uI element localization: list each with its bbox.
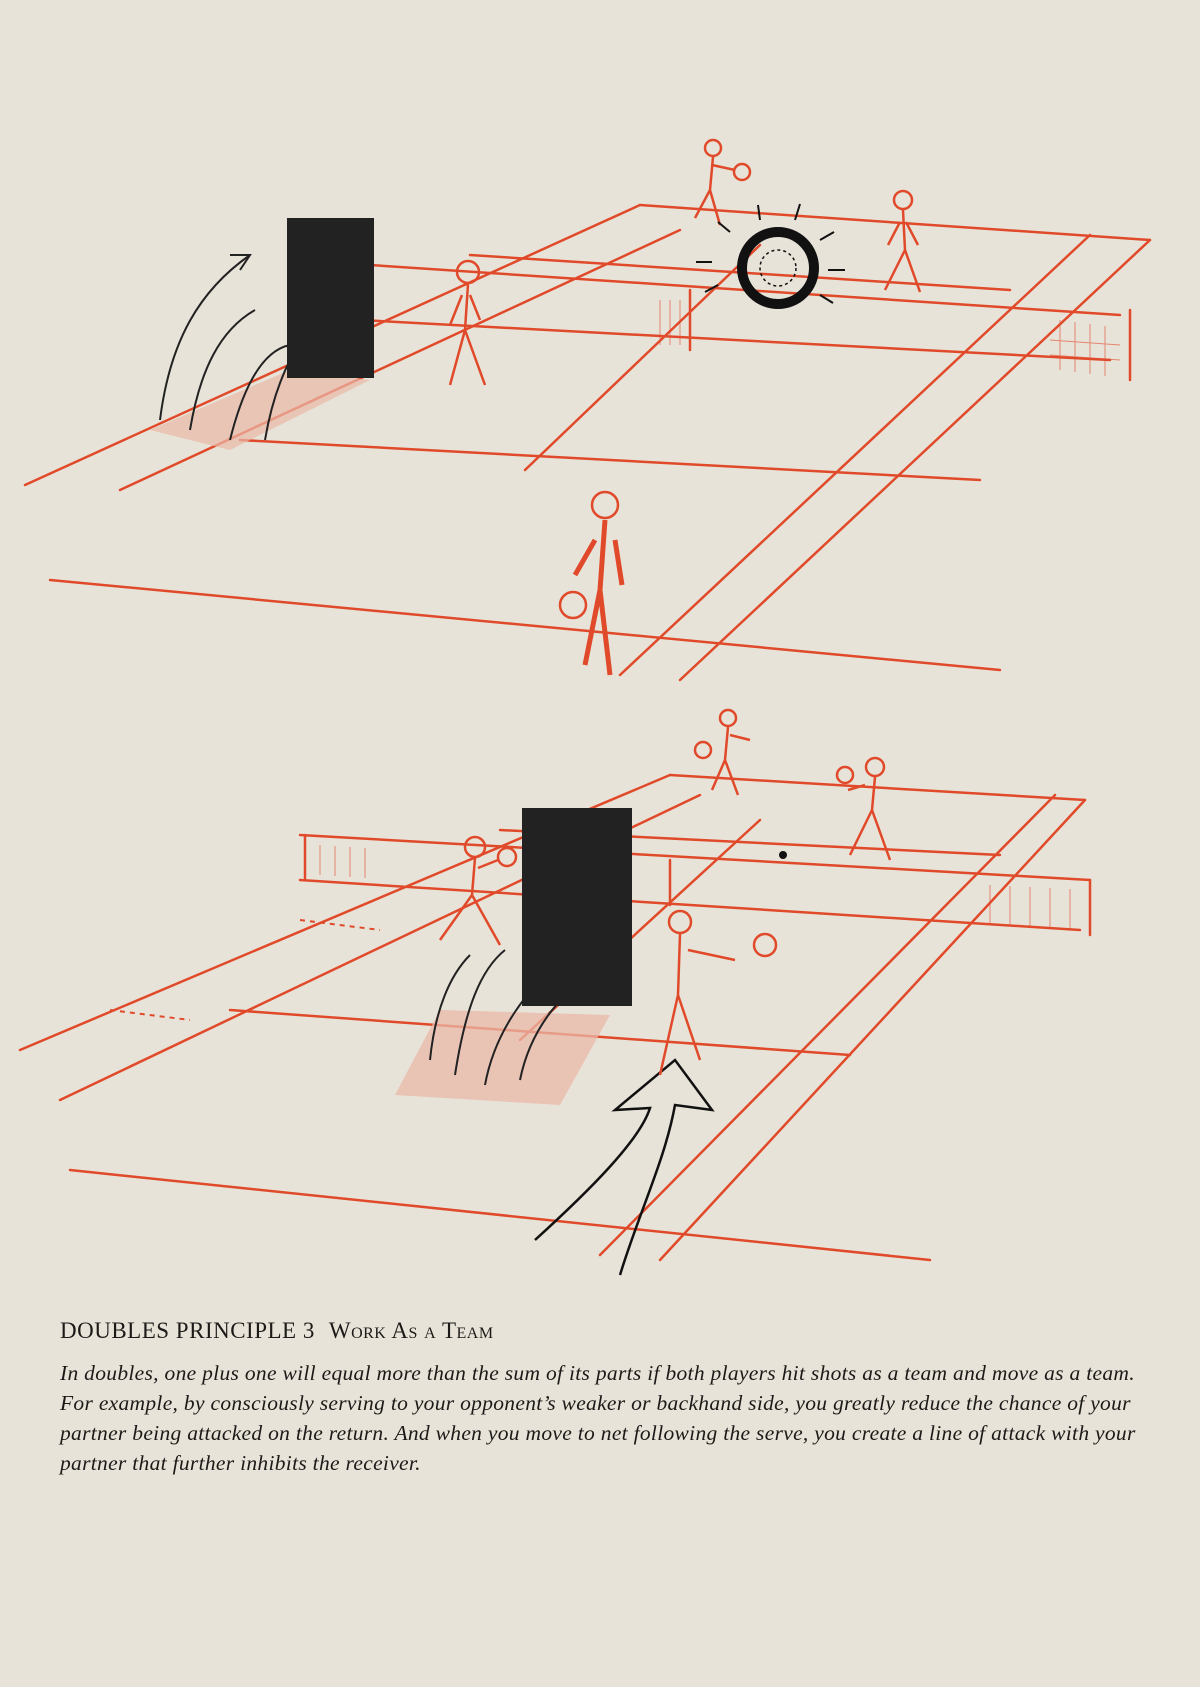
tennis-ball — [779, 851, 787, 859]
bottom-court-dashes — [110, 920, 380, 1020]
principle-label: DOUBLES PRINCIPLE 3 — [60, 1318, 315, 1343]
caption-block — [60, 1318, 1140, 1478]
bottom-black-block — [522, 808, 632, 1006]
principle-body: In doubles, one plus one will equal more than the sum of its parts if both players hit shots as a team and move as a team. For example, by consciously serving to your opponent’s weaker or backhand side, you greatly reduce the chance of your partner being attacked on the return. And when you move to net following the serve, you create a line of attack with your partner that further inhibits the receiver. — [60, 1361, 1136, 1475]
top-court — [25, 205, 1150, 680]
principle-subtitle: Work As a Team — [328, 1318, 494, 1343]
top-block-shadow — [150, 370, 370, 450]
principle-heading — [60, 1318, 1140, 1344]
top-black-block — [287, 218, 374, 378]
